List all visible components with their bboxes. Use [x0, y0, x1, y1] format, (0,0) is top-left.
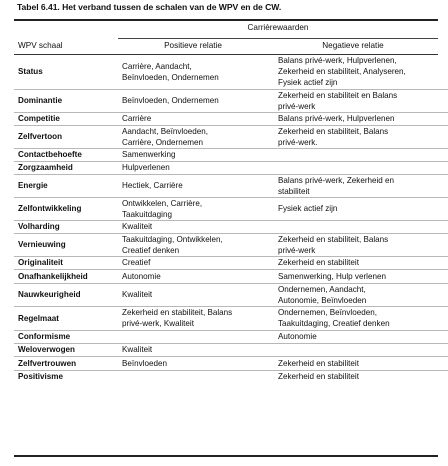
negative-relation-cell [274, 256, 448, 269]
cell-line: privé-werk. [278, 137, 318, 147]
cell-line: Balans privé-werk, Zekerheid en [278, 175, 395, 185]
negative-relation-cell [274, 161, 448, 174]
cell-line: Beïnvloeden, Ondernemen [122, 72, 219, 82]
negative-relation-cell [274, 330, 448, 343]
table-row [14, 161, 448, 174]
negative-relation-cell [274, 283, 448, 306]
table-row [14, 125, 448, 148]
table-row [14, 197, 448, 220]
positive-relation-cell [118, 148, 274, 161]
positive-relation-cell [118, 112, 274, 125]
cell-line: Kwaliteit [122, 345, 153, 354]
table-row [14, 112, 448, 125]
relations-table [14, 55, 448, 383]
cell-line: Zekerheid en stabiliteit [278, 258, 359, 267]
cell-line: privé-werk [278, 101, 316, 111]
wpv-scale-cell: Contactbehoefte [14, 148, 118, 161]
negative-relation-cell [274, 55, 448, 89]
cell-line: Balans privé-werk, Hulpverlenen [278, 114, 395, 123]
table-row [14, 330, 448, 343]
top-rule [14, 19, 438, 21]
negative-relation-cell [274, 125, 448, 148]
cell-line: Zekerheid en stabiliteit en Balans [278, 90, 398, 100]
cell-line: Beïnvloeden, Ondernemen [122, 96, 219, 105]
wpv-scale-cell: Zorgzaamheid [14, 161, 118, 174]
cell-line: Aandacht, Beïnvloeden, [122, 126, 208, 136]
wpv-scale-cell: Volharding [14, 220, 118, 233]
wpv-scale-cell: Onafhankelijkheid [14, 269, 118, 283]
cell-line: Creatief [122, 258, 151, 267]
wpv-scale-cell: Regelmaat [14, 306, 118, 330]
header-group-career-values: Carrièrewaarden [247, 23, 309, 32]
negative-relation-cell [274, 89, 448, 112]
positive-relation-cell [118, 55, 274, 89]
positive-relation-cell [118, 370, 274, 383]
table-row [14, 233, 448, 256]
cell-line: Samenwerking, Hulp verlenen [278, 271, 386, 281]
negative-relation-cell [274, 343, 448, 356]
positive-relation-cell [118, 343, 274, 356]
group-header-rule [118, 38, 438, 39]
table-row [14, 269, 448, 283]
table-row [14, 55, 448, 89]
negative-relation-cell [274, 112, 448, 125]
wpv-scale-cell: Zelfontwikkeling [14, 197, 118, 220]
positive-relation-cell [118, 233, 274, 256]
cell-line: Fysiek actief zijn [278, 78, 338, 88]
positive-relation-cell [118, 269, 274, 283]
cell-line: Creatief denken [122, 245, 180, 255]
cell-line: Zekerheid en stabiliteit, Balans [278, 126, 389, 136]
positive-relation-cell [118, 306, 274, 330]
positive-relation-cell [118, 220, 274, 233]
cell-line: Zekerheid en stabiliteit, Analyseren, [278, 67, 406, 77]
positive-relation-cell [118, 89, 274, 112]
cell-line: Samenwerking [122, 150, 176, 159]
header-negative-relation: Negatieve relatie [322, 41, 384, 50]
positive-relation-cell [118, 161, 274, 174]
negative-relation-cell [274, 370, 448, 383]
wpv-scale-cell: Zelfvertrouwen [14, 356, 118, 370]
table-row [14, 256, 448, 269]
cell-line: Zekerheid en stabiliteit, Balans [278, 234, 389, 244]
wpv-scale-cell: Originaliteit [14, 256, 118, 269]
wpv-scale-cell: Weloverwogen [14, 343, 118, 356]
cell-line: Hulpverlenen [122, 163, 170, 172]
positive-relation-cell [118, 356, 274, 370]
table-row [14, 356, 448, 370]
wpv-scale-cell: Status [14, 55, 118, 89]
wpv-scale-cell: Zelfvertoon [14, 125, 118, 148]
header-wpv-scale: WPV schaal [18, 41, 63, 50]
cell-line: Taakuitdaging, Creatief denken [278, 319, 390, 328]
table-caption: Tabel 6.41. Het verband tussen de schalen van de WPV en de CW. [17, 2, 282, 12]
cell-line: Kwaliteit [122, 222, 153, 231]
cell-line: Autonomie, Beïnvloeden [278, 295, 367, 305]
positive-relation-cell [118, 330, 274, 343]
positive-relation-cell [118, 256, 274, 269]
cell-line: Zekerheid en stabiliteit [278, 372, 359, 382]
table-row [14, 306, 448, 330]
wpv-scale-cell: Conformisme [14, 330, 118, 343]
cell-line: Carrière, Aandacht, [122, 61, 192, 71]
cell-line: Carrière [122, 114, 152, 123]
cell-line: Beïnvloeden [122, 358, 168, 368]
cell-line: Zekerheid en stabiliteit, Balans [122, 308, 233, 317]
cell-line: Ontwikkelen, Carrière, [122, 198, 203, 208]
wpv-scale-cell: Nauwkeurigheid [14, 283, 118, 306]
cell-line: Taakuitdaging [122, 209, 172, 219]
positive-relation-cell [118, 283, 274, 306]
cell-line: privé-werk [278, 245, 316, 255]
table-row [14, 89, 448, 112]
table-row [14, 148, 448, 161]
table-row [14, 174, 448, 197]
cell-line: Balans privé-werk, Hulpverlenen, [278, 56, 397, 66]
cell-line: privé-werk, Kwaliteit [122, 319, 194, 328]
negative-relation-cell [274, 356, 448, 370]
table-row [14, 370, 448, 383]
positive-relation-cell [118, 174, 274, 197]
negative-relation-cell [274, 306, 448, 330]
cell-line: Hectiek, Carrière [122, 181, 183, 190]
wpv-scale-cell: Energie [14, 174, 118, 197]
relations-table-body [14, 55, 448, 383]
table-row [14, 283, 448, 306]
bottom-rule [14, 455, 438, 457]
cell-line: Autonomie [278, 332, 317, 341]
negative-relation-cell [274, 269, 448, 283]
wpv-scale-cell: Competitie [14, 112, 118, 125]
table-row [14, 343, 448, 356]
cell-line: Ondernemen, Beïnvloeden, [278, 308, 377, 317]
cell-line: stabiliteit [278, 186, 310, 196]
cell-line: Autonomie [122, 271, 161, 281]
negative-relation-cell [274, 174, 448, 197]
wpv-scale-cell: Vernieuwing [14, 233, 118, 256]
cell-line: Fysiek actief zijn [278, 204, 338, 213]
negative-relation-cell [274, 148, 448, 161]
cell-line: Taakuitdaging, Ontwikkelen, [122, 234, 223, 244]
header-positive-relation: Positieve relatie [164, 41, 222, 50]
positive-relation-cell [118, 197, 274, 220]
positive-relation-cell [118, 125, 274, 148]
cell-line: Carrière, Ondernemen [122, 137, 203, 147]
cell-line: Zekerheid en stabiliteit [278, 358, 359, 368]
cell-line: Ondernemen, Aandacht, [278, 284, 366, 294]
wpv-scale-cell: Positivisme [18, 372, 63, 382]
table-row [14, 220, 448, 233]
wpv-scale-cell: Dominantie [14, 89, 118, 112]
negative-relation-cell [274, 233, 448, 256]
negative-relation-cell [274, 220, 448, 233]
negative-relation-cell [274, 197, 448, 220]
cell-line: Kwaliteit [122, 290, 153, 299]
